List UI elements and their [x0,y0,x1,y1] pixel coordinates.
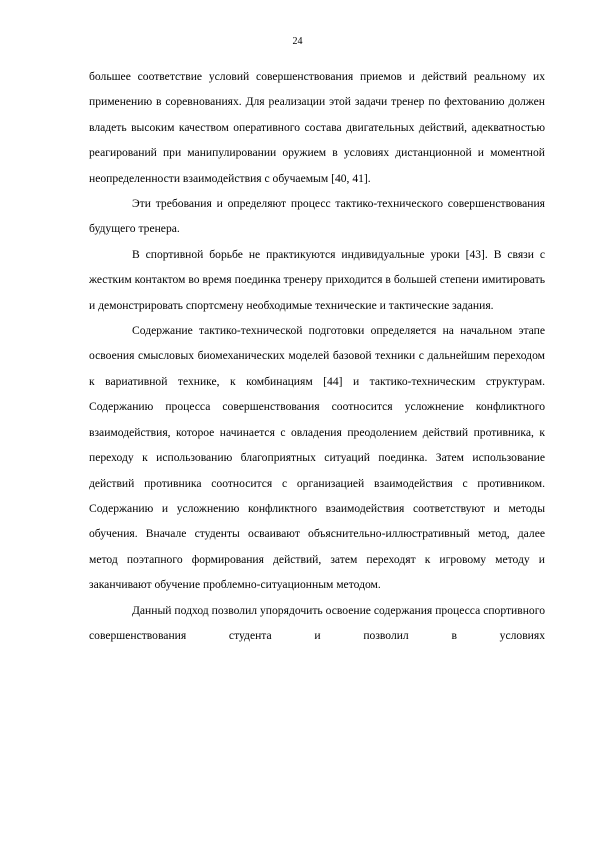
body-text [89,64,545,648]
paragraph-wrestling: В спортивной борьбе не практикуются индивидуальные уроки [43]. В связи с жестким контактом во время поединка тренеру приходится в большей степени имитировать и демонстрировать спортсмену необходимые технические и тактические задания. [89,247,545,312]
paragraph-continued: большее соответствие условий совершенствования приемов и действий реальному их применению в соревнованиях. Для реализации этой задачи тренер по фехтованию должен владеть высоким качеством оперативного состава двигательных действий, адекватностью реагирований при манипулировании оружием в условиях дистанционной и моментной неопределенности взаимодействия с обучаемым [40, 41]. [89,70,545,185]
page-number: 24 [292,36,303,47]
paragraph-training-content: Содержание тактико-технической подготовки определяется на начальном этапе освоения смысловых биомеханических моделей базовой техники с дальнейшим переходом к вариативной технике, к комбинациям [44] и тактико-техническим структурам. Содержанию процесса совершенствования соотносится усложнение конфликтного взаимодействия, которое начинается с овладения преодолением действий противника, к переходу к использованию благоприятных ситуаций поединка. Затем использование действий противника соотносится с организацией взаимодействия с противником. Содержанию и усложнению конфликтного взаимодействия соответствуют и методы обучения. Вначале студенты осваивают объяснительно-иллюстративный метод, далее метод поэтапного формирования действий, затем переходят к игровому методу и заканчивают обучение проблемно-ситуационным методом. [89,324,545,592]
paragraph-requirements: Эти требования и определяют процесс тактико-технического совершенствования будущего тренера. [89,197,545,236]
paragraph-approach: Данный подход позволил упорядочить освоение содержания процесса спортивного совершенствования студента и позволил в условиях [89,603,545,642]
